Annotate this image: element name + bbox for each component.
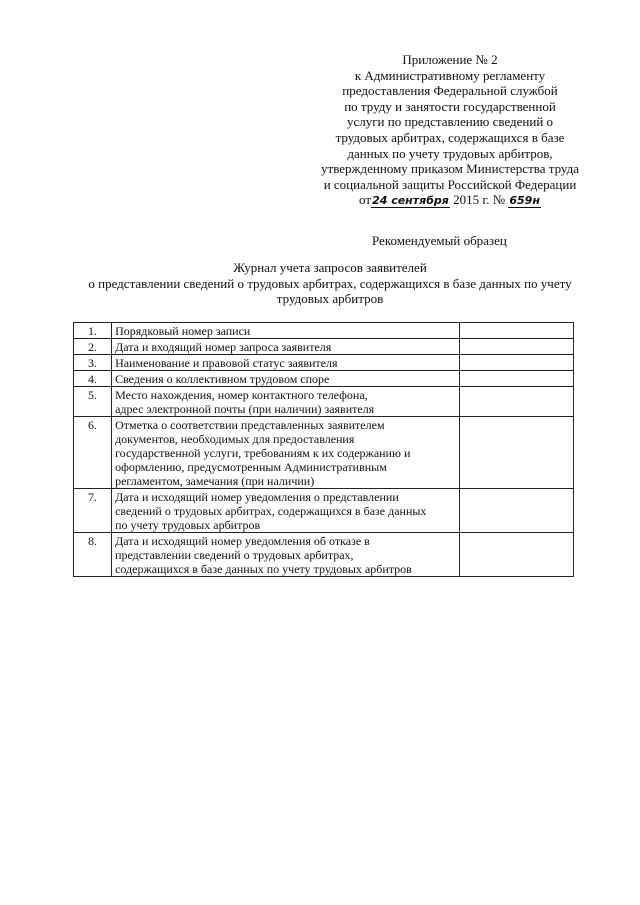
description-line: оформлению, предусмотренным Административным	[115, 460, 387, 474]
description-line: Дата и исходящий номер уведомления об отказе в	[115, 534, 370, 548]
entry-cell	[459, 417, 573, 489]
journal-title-line: о представлении сведений о трудовых арбитрах, содержащихся в базе данных по учету	[88, 275, 572, 291]
row-description	[112, 355, 460, 371]
table-row	[74, 371, 574, 387]
row-number: 1.	[74, 323, 112, 339]
description-line: Порядковый номер записи	[115, 324, 251, 338]
table-row	[74, 489, 574, 533]
entry-cell	[459, 489, 573, 533]
order-reference	[300, 192, 600, 208]
description-line: Отметка о соответствии представленных заявителем	[115, 418, 385, 432]
row-description	[112, 323, 460, 339]
appendix-line: утвержденному приказом Министерства труда	[321, 161, 579, 177]
row-number: 5.	[74, 387, 112, 417]
appendix-header	[300, 52, 600, 208]
description-line: Сведения о коллективном трудовом споре	[115, 372, 330, 386]
description-line: Дата и входящий номер запроса заявителя	[115, 340, 332, 354]
appendix-line: по труду и занятости государственной	[344, 98, 556, 114]
description-line: регламентом, замечания (при наличии)	[115, 474, 315, 488]
appendix-line: услуги по представлению сведений о	[346, 114, 554, 130]
row-number: 7.	[74, 489, 112, 533]
appendix-line: и социальной защиты Российской Федерации	[323, 176, 577, 192]
description-line: адрес электронной почты (при наличии) заявителя	[115, 402, 375, 416]
description-line: Место нахождения, номер контактного телефона,	[115, 388, 368, 402]
entry-cell	[459, 387, 573, 417]
handwritten-order-number: 659н	[509, 194, 540, 208]
appendix-line: к Административному регламенту	[354, 67, 546, 83]
handwritten-order-date: 24 сентября	[372, 194, 449, 208]
order-prefix: от	[359, 192, 372, 208]
appendix-line: трудовых арбитрах, содержащихся в базе	[335, 129, 565, 145]
table-row	[74, 417, 574, 489]
journal-title-line: трудовых арбитров	[276, 291, 384, 306]
row-description	[112, 489, 460, 533]
row-number: 8.	[74, 533, 112, 577]
journal-table-body	[74, 323, 574, 577]
appendix-line: предоставления Федеральной службой	[342, 83, 558, 99]
order-year: 2015 г. №	[453, 192, 506, 208]
table-row	[74, 323, 574, 339]
table-row	[74, 533, 574, 577]
row-number: 2.	[74, 339, 112, 355]
row-description	[112, 533, 460, 577]
description-line: по учету трудовых арбитров	[115, 518, 261, 532]
journal-title-line: Журнал учета запросов заявителей	[233, 260, 427, 275]
table-row	[74, 339, 574, 355]
row-number: 6.	[74, 417, 112, 489]
row-description	[112, 371, 460, 387]
appendix-line: Приложение № 2	[402, 52, 498, 67]
description-line: Дата и исходящий номер уведомления о представлении	[115, 490, 399, 504]
table-row	[74, 355, 574, 371]
row-description	[112, 417, 460, 489]
entry-cell	[459, 355, 573, 371]
description-line: представлении сведений о трудовых арбитрах,	[115, 548, 354, 562]
description-line: Наименование и правовой статус заявителя	[115, 356, 338, 370]
sample-label: Рекомендуемый образец	[372, 233, 507, 248]
description-line: сведений о трудовых арбитрах, содержащихся в базе данных	[115, 504, 427, 518]
journal-table	[73, 322, 574, 577]
description-line: государственной услуги, требованиям к их содержанию и	[115, 446, 411, 460]
entry-cell	[459, 371, 573, 387]
row-description	[112, 339, 460, 355]
row-description	[112, 387, 460, 417]
description-line: документов, необходимых для предоставления	[115, 432, 355, 446]
entry-cell	[459, 323, 573, 339]
description-line: содержащихся в базе данных по учету трудовых арбитров	[115, 562, 412, 576]
row-number: 4.	[74, 371, 112, 387]
row-number: 3.	[74, 355, 112, 371]
journal-title	[60, 260, 600, 307]
appendix-line: данных по учету трудовых арбитров,	[347, 145, 553, 161]
table-row	[74, 387, 574, 417]
entry-cell	[459, 533, 573, 577]
entry-cell	[459, 339, 573, 355]
